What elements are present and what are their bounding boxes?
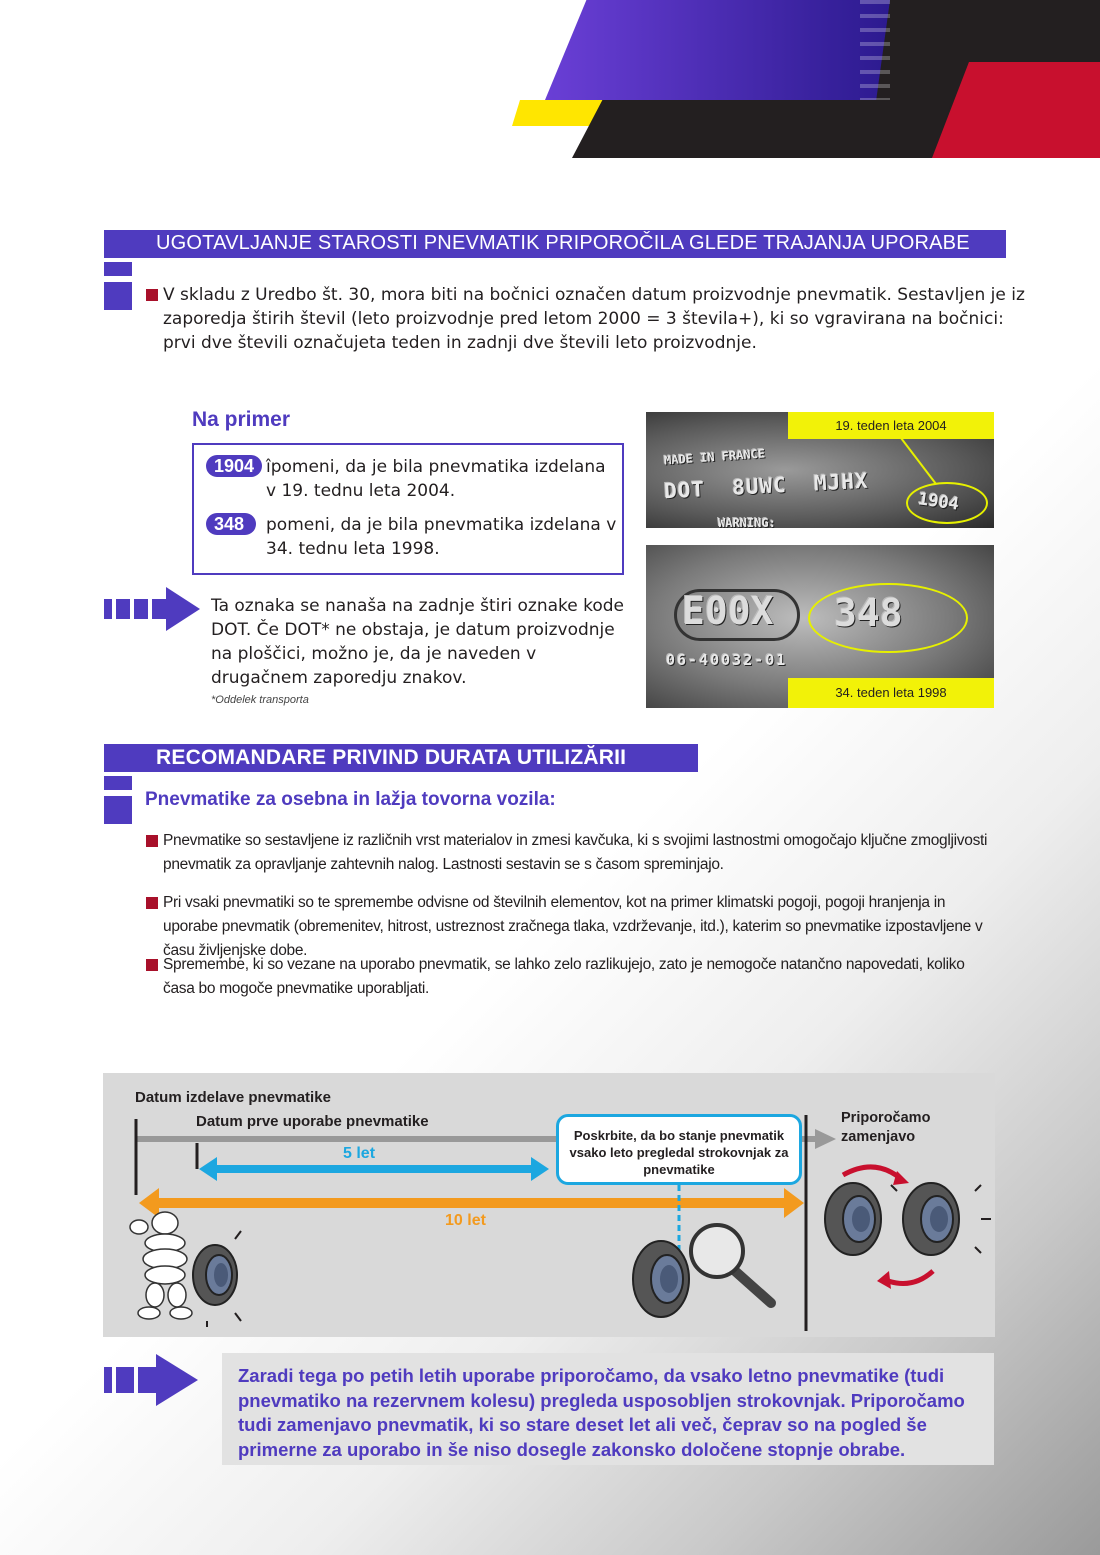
section2-bullet-1: Pnevmatike so sestavljene iz različnih vrst materialov in zmesi kavčuka, ki s svojimi lastnostmi omogočajo ključne zmogljivosti pnevmatik za opravljanje zahtevnih nalog. Lastnosti sestavin se s časom spreminjajo.	[163, 832, 988, 873]
banner-stripe-shape	[860, 0, 890, 100]
tire-replacement-icon	[813, 1161, 995, 1311]
tire-inspection-icon	[623, 1219, 783, 1329]
manufacture-date-label: Datum izdelave pnevmatike	[135, 1089, 331, 1106]
example-box	[192, 443, 624, 575]
photo-text-serial: 06-40032-01	[666, 651, 788, 669]
inspection-box: Poskrbite, da bo stanje pnevmatik vsako leto pregledal strokovnjak za pnevmatike	[556, 1114, 802, 1185]
example-item-1904	[206, 455, 262, 477]
photo-label-1904: 19. teden leta 2004	[788, 412, 994, 439]
photo-label-348: 34. teden leta 1998	[788, 678, 994, 708]
photo-text-code: 1904	[916, 489, 961, 515]
example-heading: Na primer	[192, 408, 291, 431]
dot-note: Ta oznaka se nanaša na zadnje štiri oznake kode DOT. Če DOT* ne obstaja, je datum proizvodnje na ploščici, možno je, da je naveden v drugačnem zaporedju znakov.	[211, 596, 625, 688]
replace-label: Priporočamo zamenjavo	[841, 1110, 931, 1145]
section1-marker-top	[104, 262, 132, 276]
span-10-label: 10 let	[445, 1212, 486, 1229]
section2-marker-bottom	[104, 796, 132, 824]
michelin-man-icon	[125, 1209, 245, 1327]
dot-code-badge: 348	[206, 513, 256, 535]
photo-text-code: 348	[834, 591, 903, 635]
section1-marker-bottom	[104, 282, 132, 310]
section2-title: RECOMANDARE PRIVIND DURATA UTILIZĂRII	[104, 744, 698, 772]
bullet-icon	[146, 959, 158, 971]
bullet-icon	[146, 897, 158, 909]
bullet-icon	[146, 835, 158, 847]
first-use-date-label: Datum prve uporabe pnevmatike	[196, 1113, 429, 1130]
section2-subtitle: Pnevmatike za osebna in lažja tovorna vozila:	[145, 789, 556, 810]
photo-text-made-in: MADE IN FRANCE	[663, 446, 766, 468]
dot-code-badge: 1904	[206, 455, 262, 477]
tire-icon	[825, 1183, 881, 1255]
conclusion-text: Zaradi tega po petih letih uporabe priporočamo, da vsako letno pnevmatike (tudi pnevmatiko na rezervnem kolesu) pregleda usposobljen strokovnjak. Priporočamo tudi zamenjavo pnevmatik, ki so stare deset let ali več, čeprav so na pogled še primerne za uporabo in še niso dosegle zakonsko določene stopnje obrabe.	[238, 1365, 965, 1460]
section2-bullet-3: Spremembe, ki so vezane na uporabo pnevmatik, se lahko zelo razlikujejo, zato je nemogoče natančno napovedati, koliko časa bo mogoče pnevmatike uporabljati.	[163, 956, 965, 997]
example-item-348-text: pomeni, da je bila pnevmatika izdelana v 34. tednu leta 1998.	[266, 515, 617, 559]
arrow-right-icon	[104, 587, 200, 631]
highlight-ring	[808, 583, 968, 653]
section2-marker-top	[104, 776, 132, 790]
example-item-348	[206, 513, 256, 535]
section2-bullet-2: Pri vsaki pnevmatiki so te spremembe odvisne od številnih elementov, kot na primer klimatski pogoji, pogoji hranjenja in uporabe pnevmatik (obremenitev, hitrost, ustreznost zračnega tlaka, vzdrževanje, itd.), katerim so pnevmatike izpostavljene v času življenjske dobe.	[163, 894, 983, 959]
photo-text-dot: DOT 8UWC MJHX	[663, 468, 870, 504]
section1-title: UGOTAVLJANJE STAROSTI PNEVMATIK PRIPOROČILA GLEDE TRAJANJA UPORABE	[104, 230, 1006, 258]
timeline-diagram	[103, 1073, 995, 1337]
example-item-1904-text: îpomeni, da je bila pnevmatika izdelana v 19. tednu leta 2004.	[266, 457, 606, 501]
footnote: *Oddelek transporta	[211, 694, 309, 706]
tire-icon	[903, 1183, 959, 1255]
banner-black-shape	[572, 100, 952, 158]
photo-text-e00x: E00X	[682, 589, 774, 633]
bullet-icon	[146, 289, 158, 301]
photo-text-warning: WARNING:	[718, 516, 776, 528]
span-5-label: 5 let	[343, 1145, 376, 1162]
banner-purple-shape	[545, 0, 890, 100]
arrow-right-icon	[104, 1354, 198, 1406]
section1-intro: V skladu z Uredbo št. 30, mora biti na bočnici označen datum proizvodnje pnevmatik. Sestavljen je iz zaporedja štirih števil (leto proizvodnje pred letom 2000 = 3 števila+), ki so vgravirana na bočnici: prvi dve števili označujeta teden in zadnji dve števili leto proizvodnje.	[163, 285, 1025, 353]
